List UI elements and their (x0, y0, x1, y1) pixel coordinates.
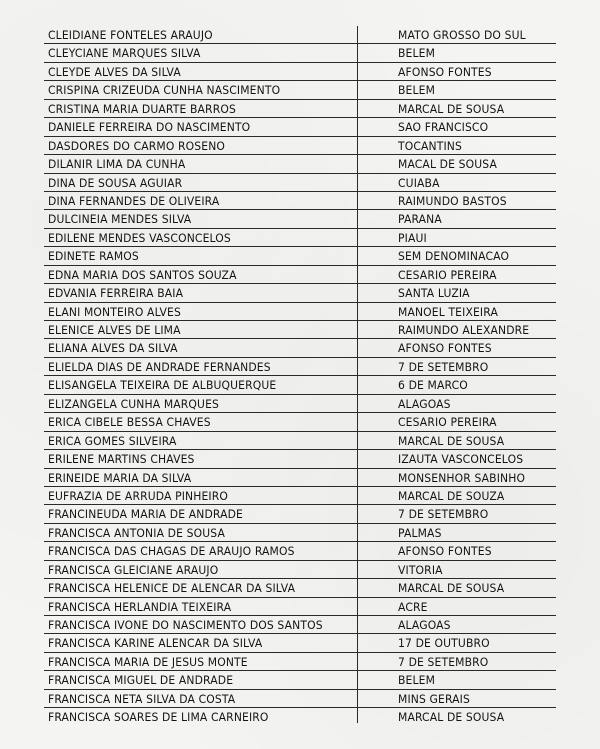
table-row (44, 708, 556, 726)
name-cell: ELANI MONTEIRO ALVES (48, 304, 181, 319)
table-row (44, 413, 556, 431)
place-cell: ALAGOAS (398, 618, 451, 632)
name-cell: ERILENE MARTINS CHAVES (48, 452, 195, 467)
place-cell: RAIMUNDO BASTOS (398, 193, 507, 208)
table-row (44, 81, 556, 99)
place-cell: MARCAL DE SOUSA (398, 581, 505, 596)
place-cell: MONSENHOR SABINHO (398, 470, 526, 485)
name-cell: FRANCINEUDA MARIA DE ANDRADE (48, 507, 243, 522)
table-row (44, 376, 556, 394)
table-row (44, 561, 556, 579)
name-cell: ERINEIDE MARIA DA SILVA (48, 470, 192, 485)
place-cell: MINS GERAIS (398, 691, 470, 706)
place-cell: SEM DENOMINACAO (398, 249, 510, 264)
name-cell: FRANCISCA HELENICE DE ALENCAR DA SILVA (48, 581, 296, 596)
table-row (44, 210, 556, 228)
table-row (44, 634, 556, 652)
name-cell: CRISTINA MARIA DUARTE BARROS (48, 101, 236, 116)
table-row (44, 26, 556, 44)
name-cell: ELIANA ALVES DA SILVA (48, 341, 178, 356)
name-cell: EUFRAZIA DE ARRUDA PINHEIRO (48, 488, 229, 503)
table-row (44, 229, 556, 247)
place-cell: VITORIA (398, 562, 443, 577)
name-cell: CLEYDE ALVES DA SILVA (48, 64, 181, 79)
name-cell: FRANCISCA SOARES DE LIMA CARNEIRO (48, 710, 269, 725)
table-row (44, 321, 556, 339)
table-row (44, 432, 556, 450)
name-cell: DINA FERNANDES DE OLIVEIRA (48, 193, 220, 208)
name-cell: FRANCISCA MIGUEL DE ANDRADE (48, 673, 234, 688)
place-cell: AFONSO FONTES (398, 544, 492, 559)
table-row (44, 487, 556, 505)
table-row (44, 450, 556, 468)
table-row (44, 284, 556, 302)
name-cell: FRANCISCA ANTONIA DE SOUSA (48, 525, 225, 540)
table-row (44, 395, 556, 413)
table-row (44, 598, 556, 616)
place-cell: 6 DE MARCO (398, 378, 468, 393)
name-cell: FRANCISCA GLEICIANE ARAUJO (48, 562, 219, 577)
place-cell: BELEM (398, 46, 436, 61)
table-row (44, 358, 556, 376)
roster-table (44, 26, 556, 727)
place-cell: ACRE (398, 599, 428, 614)
table-row (44, 469, 556, 487)
place-cell: MANOEL TEIXEIRA (398, 304, 498, 319)
name-cell: CRISPINA CRIZEUDA CUNHA NASCIMENTO (48, 83, 281, 98)
place-cell: IZAUTA VASCONCELOS (398, 452, 524, 467)
place-cell: MARCAL DE SOUSA (398, 101, 505, 116)
place-cell: MARCAL DE SOUSA (398, 710, 505, 725)
place-cell: AFONSO FONTES (398, 341, 492, 356)
name-cell: ELIZANGELA CUNHA MARQUES (48, 396, 220, 411)
table-row (44, 192, 556, 210)
name-cell: EDNA MARIA DOS SANTOS SOUZA (48, 267, 237, 282)
place-cell: CESARIO PEREIRA (398, 267, 497, 282)
place-cell: CUIABA (398, 175, 440, 190)
place-cell: RAIMUNDO ALEXANDRE (398, 323, 530, 337)
name-cell: FRANCISCA DAS CHAGAS DE ARAUJO RAMOS (48, 544, 295, 559)
place-cell: PIAUI (398, 230, 427, 245)
name-cell: FRANCISCA NETA SILVA DA COSTA (48, 691, 236, 706)
place-cell: BELEM (398, 83, 436, 98)
place-cell: TOCANTINS (398, 138, 462, 153)
name-cell: ELISANGELA TEIXEIRA DE ALBUQUERQUE (48, 378, 277, 393)
place-cell: 7 DE SETEMBRO (398, 359, 489, 374)
name-cell: DULCINEIA MENDES SILVA (48, 212, 192, 227)
table-row (44, 524, 556, 542)
name-cell: DILANIR LIMA DA CUNHA (48, 157, 186, 172)
name-cell: FRANCISCA HERLANDIA TEIXEIRA (48, 599, 232, 614)
place-cell: 7 DE SETEMBRO (398, 654, 489, 669)
name-cell: CLEIDIANE FONTELES ARAUJO (48, 28, 213, 42)
table-row (44, 100, 556, 118)
table-row (44, 616, 556, 634)
place-cell: ALAGOAS (398, 396, 451, 411)
column-divider (357, 26, 358, 723)
table-row (44, 63, 556, 81)
name-cell: DANIELE FERREIRA DO NASCIMENTO (48, 120, 251, 135)
table-row (44, 653, 556, 671)
table-row (44, 339, 556, 357)
place-cell: BELEM (398, 673, 436, 688)
place-cell: SAO FRANCISCO (398, 120, 489, 135)
name-cell: ERICA CIBELE BESSA CHAVES (48, 415, 211, 430)
table-row (44, 671, 556, 689)
table-row (44, 579, 556, 597)
table-row (44, 155, 556, 173)
place-cell: AFONSO FONTES (398, 64, 492, 79)
place-cell: MACAL DE SOUSA (398, 157, 497, 172)
place-cell: MATO GROSSO DO SUL (398, 28, 526, 42)
table-row (44, 137, 556, 155)
name-cell: DINA DE SOUSA AGUIAR (48, 175, 183, 190)
name-cell: EDILENE MENDES VASCONCELOS (48, 230, 231, 245)
name-cell: CLEYCIANE MARQUES SILVA (48, 46, 201, 61)
name-cell: DASDORES DO CARMO ROSENO (48, 138, 226, 153)
table-row (44, 247, 556, 265)
name-cell: ERICA GOMES SILVEIRA (48, 433, 177, 448)
table-row (44, 303, 556, 321)
place-cell: CESARIO PEREIRA (398, 415, 497, 430)
place-cell: 7 DE SETEMBRO (398, 507, 489, 522)
table-row (44, 266, 556, 284)
table-row (44, 690, 556, 708)
place-cell: PARANA (398, 212, 442, 227)
name-cell: FRANCISCA MARIA DE JESUS MONTE (48, 654, 248, 669)
name-cell: EDVANIA FERREIRA BAIA (48, 286, 184, 301)
table-row (44, 542, 556, 560)
name-cell: ELIELDA DIAS DE ANDRADE FERNANDES (48, 359, 271, 374)
name-cell: FRANCISCA IVONE DO NASCIMENTO DOS SANTOS (48, 618, 323, 632)
place-cell: 17 DE OUTUBRO (398, 636, 490, 651)
place-cell: MARCAL DE SOUSA (398, 433, 505, 448)
table-row (44, 44, 556, 62)
name-cell: FRANCISCA KARINE ALENCAR DA SILVA (48, 636, 263, 651)
place-cell: PALMAS (398, 525, 442, 540)
place-cell: MARCAL DE SOUZA (398, 488, 505, 503)
name-cell: EDINETE RAMOS (48, 249, 139, 264)
table-row (44, 505, 556, 523)
table-row (44, 174, 556, 192)
place-cell: SANTA LUZIA (398, 286, 470, 301)
name-cell: ELENICE ALVES DE LIMA (48, 323, 181, 337)
table-row (44, 118, 556, 136)
